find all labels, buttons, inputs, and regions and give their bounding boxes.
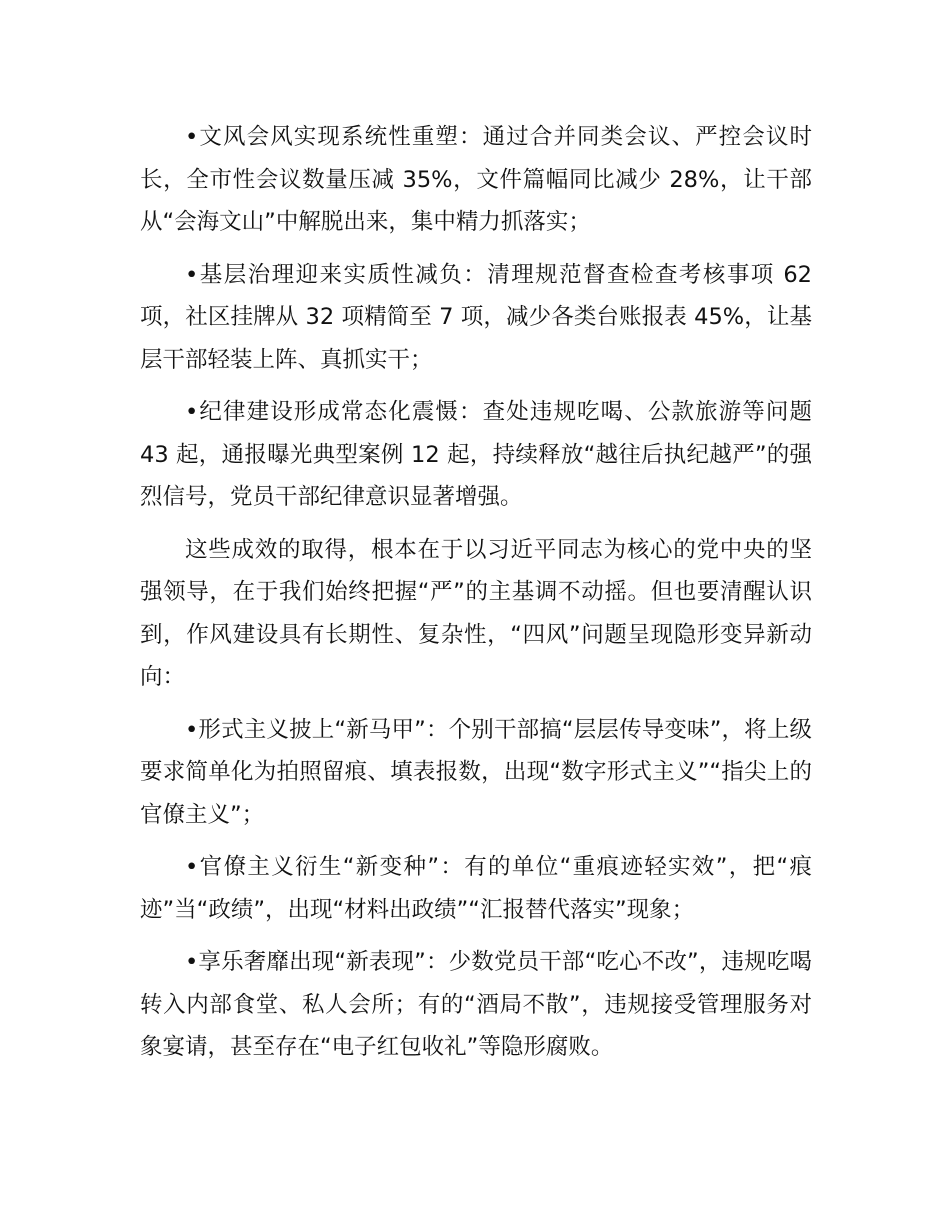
document-body	[140, 116, 812, 1079]
bullet-paragraph-grassroots-burden: •基层治理迎来实质性减负：清理规范督查检查考核事项 62 项，社区挂牌从 32 项精简至 7 项，减少各类台账报表 45%，让基层干部轻装上阵、真抓实干；	[140, 261, 812, 373]
bullet-paragraph-hedonism: •享乐奢靡出现“新表现”：少数党员干部“吃心不改”，违规吃喝转入内部食堂、私人会所；有的“酒局不散”，违规接受管理服务对象宴请，甚至存在“电子红包收礼”等隐形腐败。	[140, 949, 812, 1060]
bullet-paragraph-discipline: •纪律建设形成常态化震慑：查处违规吃喝、公款旅游等问题 43 起，通报曝光典型案例 12 起，持续释放“越往后执纪越严”的强烈信号，党员干部纪律意识显著增强。	[140, 399, 812, 510]
summary-paragraph: 这些成效的取得，根本在于以习近平同志为核心的党中央的坚强领导，在于我们始终把握“严”的主基调不动摇。但也要清醒认识到，作风建设具有长期性、复杂性，“四风”问题呈现隐形变异新动向：	[140, 536, 812, 690]
bullet-paragraph-meeting-style: •文风会风实现系统性重塑：通过合并同类会议、严控会议时长，全市性会议数量压减 35%，文件篇幅同比减少 28%，让干部从“会海文山”中解脱出来，集中精力抓落实；	[140, 124, 812, 235]
bullet-paragraph-formalism: •形式主义披上“新马甲”：个别干部搞“层层传导变味”，将上级要求简单化为拍照留痕、填表报数，出现“数字形式主义”“指尖上的官僚主义”；	[140, 716, 812, 828]
bullet-paragraph-bureaucratism: •官僚主义衍生“新变种”：有的单位“重痕迹轻实效”，把“痕迹”当“政绩”，出现“材料出政绩”“汇报替代落实”现象；	[140, 854, 812, 923]
